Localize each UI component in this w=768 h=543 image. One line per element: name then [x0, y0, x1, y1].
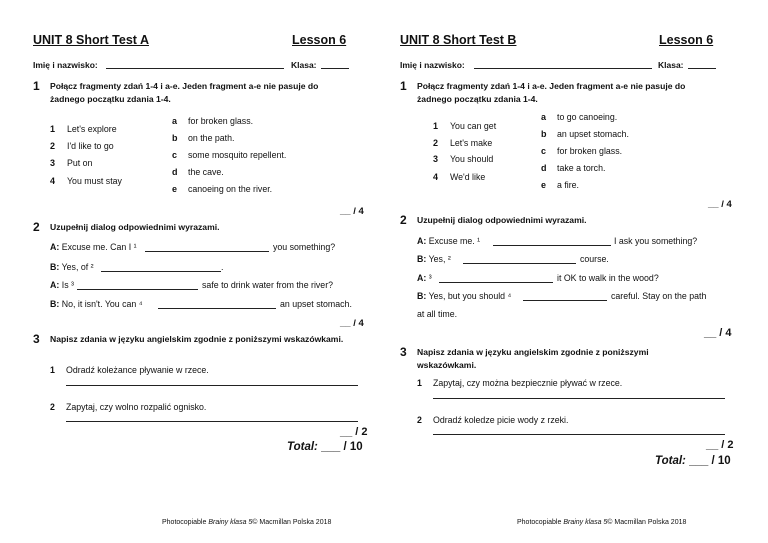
test-b-footer-copyright: © Macmillan Polska 2018 [607, 519, 687, 526]
test-a-q1-number: 1 [33, 79, 40, 93]
test-a-footer-prefix: Photocopiable [162, 519, 207, 526]
test-a-q3-instruction: Napisz zdania w języku angielskim zgodnie z poniższymi wskazówkami. [50, 334, 344, 344]
test-a-q1-end-letter: e [172, 184, 178, 194]
test-b-footer-book: Brainy klasa 5 [563, 519, 608, 526]
test-b-title: UNIT 8 Short Test B [400, 33, 517, 47]
test-b-q1-end-letter: a [541, 112, 547, 122]
test-a-q1-score: __ / 4 [340, 206, 364, 217]
test-a-q2-speaker: B: [50, 262, 60, 272]
test-a-q1-start-num: 4 [50, 176, 56, 186]
test-a-q2-text: Excuse me. Can I ¹ [61, 242, 137, 252]
test-a-q1-end-letter: d [172, 167, 178, 177]
test-b-lesson: Lesson 6 [659, 33, 714, 47]
test-a-q2-text: No, it isn't. You can ⁴ [61, 299, 143, 309]
test-a-q1-ending: canoeing on the river. [188, 184, 273, 194]
test-b-q1-ending: a fire. [557, 180, 580, 190]
test-b-q1-start-num: 2 [433, 138, 439, 148]
test-a-footer-book: Brainy klasa 5 [208, 519, 253, 526]
test-b-total-value: ___ / 10 [689, 455, 731, 467]
test-b-q3-item: Odradź koledze picie wody z rzeki. [433, 415, 569, 425]
test-b-q2-speaker: A: [417, 236, 427, 246]
test-b-q3-score: __ / 2 [706, 439, 734, 451]
test-a-q2-text: you something? [273, 242, 336, 252]
test-a-class-field[interactable] [321, 68, 349, 69]
test-a-q2-speaker: A: [50, 280, 60, 290]
test-a-q1-start-num: 1 [50, 124, 56, 134]
test-a-q3-number: 3 [33, 332, 40, 346]
test-a-q1-start: Put on [67, 158, 93, 168]
test-a-q3-item: Zapytaj, czy wolno rozpalić ognisko. [66, 402, 207, 412]
test-b-q1-end-letter: b [541, 129, 547, 139]
test-a-total-label: Total: [287, 441, 318, 453]
test-a-q3-answer-line-2[interactable] [66, 421, 358, 422]
test-b-q1-ending: take a torch. [557, 163, 606, 173]
test-b-q1-start: You can get [450, 121, 497, 131]
test-b-q1-number: 1 [400, 79, 407, 93]
test-a-q1-ending: some mosquito repellent. [188, 150, 287, 160]
test-b-q1-end-letter: c [541, 146, 547, 156]
test-a-q2-text: Is ³ [61, 280, 74, 290]
test-a-q3-item-num: 2 [50, 402, 55, 412]
test-b-class-field[interactable] [688, 68, 716, 69]
test-a-q1-start-num: 2 [50, 141, 56, 151]
test-a-q1-start: You must stay [67, 176, 122, 186]
test-b-q3-number: 3 [400, 345, 407, 359]
test-b-q2-text: Yes, ² [428, 254, 451, 264]
test-a-title: UNIT 8 Short Test A [33, 33, 149, 47]
test-b-q1-end-letter: d [541, 163, 547, 173]
test-a-q2-instruction: Uzupełnij dialog odpowiednimi wyrazami. [50, 222, 220, 232]
test-b-q2-blank-2[interactable] [463, 263, 576, 264]
test-b-q2-text: I ask you something? [614, 236, 698, 246]
test-a-q3-score: __ / 2 [340, 426, 368, 438]
test-a-q1-start-num: 3 [50, 158, 56, 168]
test-b-q3-item-num: 2 [417, 415, 422, 425]
test-b-q3-instruction: Napisz zdania w języku angielskim zgodnie z poniższymi wskazówkami. [417, 347, 649, 370]
test-a-q3-item: Odradź koleżance pływanie w rzece. [66, 365, 209, 375]
test-a-class-label: Klasa: [291, 60, 317, 70]
test-b-q2-text: ³ [428, 273, 432, 283]
test-b-q1-score: __ / 4 [708, 199, 732, 210]
test-b-q1-instruction: Połącz fragmenty zdań 1-4 i a-e. Jeden fragment a-e nie pasuje do żadnego początku zdania 1-4. [417, 81, 686, 104]
test-a-q1-end-letter: c [172, 150, 178, 160]
test-b-q2-speaker: B: [417, 254, 427, 264]
test-a-q2-text: Yes, of ² [61, 262, 94, 272]
test-b-q2-blank-1[interactable] [493, 245, 611, 246]
test-b-name-label: Imię i nazwisko: [400, 60, 465, 70]
test-b-q2-text: Excuse me. ¹ [428, 236, 481, 246]
test-b-q3-answer-line-2[interactable] [433, 434, 725, 435]
test-a-q2-speaker: B: [50, 299, 60, 309]
test-b-q1-start-num: 3 [433, 154, 439, 164]
test-b-name-field[interactable] [474, 68, 652, 69]
test-b-q1-start-num: 4 [433, 172, 439, 182]
test-b-class-label: Klasa: [658, 60, 684, 70]
test-b-q1-start: We'd like [450, 172, 486, 182]
test-a-q3-item-num: 1 [50, 365, 55, 375]
test-b-q2-text: careful. Stay on the path [611, 291, 707, 301]
test-a-q1-ending: the cave. [188, 167, 224, 177]
test-a-total-value: ___ / 10 [321, 441, 363, 453]
test-b-q1-ending: to go canoeing. [557, 112, 618, 122]
test-b-footer-prefix: Photocopiable [517, 519, 562, 526]
test-a-q2-text: safe to drink water from the river? [202, 280, 334, 290]
test-b-q2-text: course. [580, 254, 609, 264]
test-a-q2-text: an upset stomach. [280, 299, 352, 309]
test-a-q2-text: . [221, 262, 224, 272]
test-a-footer-copyright: © Macmillan Polska 2018 [252, 519, 332, 526]
test-a-q1-ending: on the path. [188, 133, 235, 143]
test-b-q2-number: 2 [400, 213, 407, 227]
test-a-q2-blank-3[interactable] [77, 289, 198, 290]
test-b-q2-instruction: Uzupełnij dialog odpowiednimi wyrazami. [417, 215, 587, 225]
test-b-q2-speaker: B: [417, 291, 427, 301]
test-b-q3-item: Zapytaj, czy można bezpiecznie pływać w rzece. [433, 378, 623, 388]
test-b-q1-start-num: 1 [433, 121, 439, 131]
test-b-q1-end-letter: e [541, 180, 547, 190]
test-b-q3-answer-line-1[interactable] [433, 398, 725, 399]
test-b-q2-blank-3[interactable] [439, 282, 553, 283]
test-b-q2-blank-4[interactable] [523, 300, 607, 301]
test-b-q1-ending: for broken glass. [557, 146, 623, 156]
test-a-q2-blank-2[interactable] [101, 271, 221, 272]
test-a-name-label: Imię i nazwisko: [33, 60, 98, 70]
test-b-q1-start: Let's make [450, 138, 493, 148]
test-a-q1-ending: for broken glass. [188, 116, 254, 126]
test-a-lesson: Lesson 6 [292, 33, 347, 47]
test-b-q2-speaker: A: [417, 273, 427, 283]
test-b-total-label: Total: [655, 455, 686, 467]
test-b-q1-start: You should [450, 154, 494, 164]
test-b-q2-text: Yes, but you should ⁴ [428, 291, 512, 301]
test-b-q2-text: it OK to walk in the wood? [557, 273, 659, 283]
test-b-q2-score: __ / 4 [704, 327, 732, 339]
test-a-q1-end-letter: b [172, 133, 178, 143]
test-b-q2-continuation: at all time. [417, 309, 458, 319]
test-b-q1-ending: an upset stomach. [557, 129, 629, 139]
test-a-q2-number: 2 [33, 220, 40, 234]
test-a-q2-speaker: A: [50, 242, 60, 252]
test-a-q2-blank-1[interactable] [145, 251, 269, 252]
test-a-q1-start: I'd like to go [67, 141, 114, 151]
test-a-q1-end-letter: a [172, 116, 178, 126]
test-a-q2-blank-4[interactable] [158, 308, 276, 309]
test-a-q1-start: Let's explore [67, 124, 117, 134]
test-b-q3-item-num: 1 [417, 378, 422, 388]
test-a-q2-score: __ / 4 [340, 318, 364, 329]
test-a-q3-answer-line-1[interactable] [66, 385, 358, 386]
test-a-name-field[interactable] [106, 68, 284, 69]
test-a-q1-instruction: Połącz fragmenty zdań 1-4 i a-e. Jeden fragment a-e nie pasuje do żadnego początku zdania 1-4. [50, 81, 319, 104]
